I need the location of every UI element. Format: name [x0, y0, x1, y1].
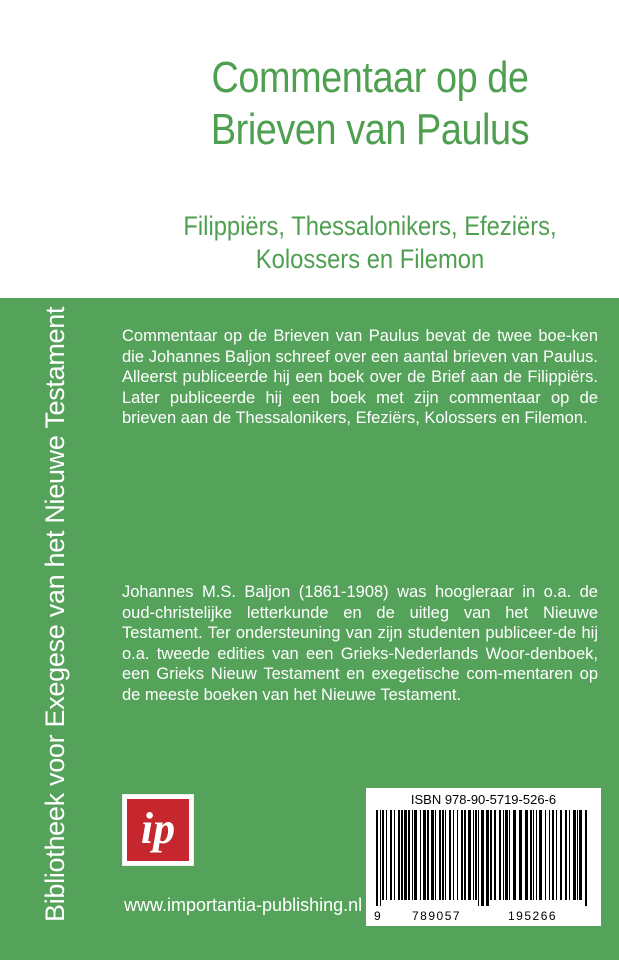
barcode-bar — [408, 810, 410, 900]
barcode-bar — [585, 810, 587, 906]
barcode-bar — [390, 810, 392, 900]
barcode-bar — [398, 810, 400, 900]
series-spine — [17, 306, 77, 922]
logo-red-square — [127, 799, 189, 861]
barcode-bar — [412, 810, 413, 900]
barcode-bar — [420, 810, 421, 900]
barcode-bar — [427, 810, 429, 900]
logo-text: ip — [140, 804, 176, 853]
barcode-bar — [549, 810, 550, 900]
subtitle-line-2: Kolossers en Filemon — [255, 244, 485, 274]
barcode-digits — [366, 908, 601, 924]
cover-top-section — [0, 0, 619, 298]
barcode-bar — [579, 810, 582, 900]
barcode-bar — [539, 810, 542, 900]
barcode-bar — [556, 810, 557, 900]
title-line-2: Brieven van Paulus — [210, 105, 530, 154]
barcode-bar — [565, 810, 567, 900]
barcode-bar — [468, 810, 471, 900]
isbn-barcode — [366, 788, 601, 926]
barcode-bar — [453, 810, 454, 900]
author-paragraph: Johannes M.S. Baljon (1861-1908) was hoogleraar in o.a. de oud-christelijke letterkunde en de uitleg van het Nieuwe Testament. Ter ondersteuning van zijn studenten publiceer-de hij o.a. tweede edities van een Grieks-Nederlands Woor-denboek, een Grieks Nieuw Testament en exegetische com-mentaren op de meeste boeken van het Nieuwe Testament. — [122, 583, 598, 704]
barcode-bar — [464, 810, 466, 900]
barcode-bar — [442, 810, 444, 900]
barcode-bar — [490, 810, 492, 900]
barcode-bar — [536, 810, 537, 900]
barcode-bar — [386, 810, 387, 900]
barcode-bar — [439, 810, 441, 900]
barcode-bar — [478, 810, 479, 906]
barcode-bar — [525, 810, 528, 900]
barcode-bar — [513, 810, 516, 900]
barcode-bar — [560, 810, 562, 900]
barcode-bar — [404, 810, 407, 900]
barcode-bar — [445, 810, 446, 900]
barcode-bar — [423, 810, 426, 900]
description-paragraph: Commentaar op de Brieven van Paulus bevat de twee boe-ken die Johannes Baljon schreef over een aantal brieven van Paulus. Alleerst publiceerde hij een boek over de Brief aan de Filippiërs. Later publiceerde hij een boek met zijn commentaar op de brieven aan de Thessalonikers, Efeziërs, Kolossers en Filemon. — [122, 327, 598, 427]
barcode-digit-first: 9 — [374, 909, 381, 923]
barcode-bar — [503, 810, 504, 900]
barcode-bar — [577, 810, 578, 900]
barcode-bar — [552, 810, 554, 900]
barcode-bar — [530, 810, 532, 900]
barcode-bar — [414, 810, 417, 900]
barcode-bar — [435, 810, 436, 900]
barcode-bar — [499, 810, 501, 900]
book-title — [172, 52, 568, 156]
barcode-digits-right: 195266 — [508, 909, 558, 923]
barcode-bars — [376, 810, 594, 906]
barcode-bar — [481, 810, 484, 906]
barcode-bar — [431, 810, 434, 900]
title-line-1: Commentaar op de — [211, 53, 529, 102]
subtitle-line-1: Filippiërs, Thessalonikers, Efeziërs, — [183, 211, 557, 241]
barcode-bar — [461, 810, 463, 900]
series-title: Bibliotheek voor Exegese van het Nieuwe Testament — [40, 306, 70, 922]
barcode-bar — [380, 810, 381, 906]
barcode-bar — [509, 810, 510, 900]
barcode-bar — [533, 810, 534, 900]
barcode-graphic — [376, 810, 594, 906]
barcode-bar — [475, 810, 477, 900]
isbn-label: ISBN 978-90-5719-526-6 — [410, 792, 557, 807]
barcode-bar — [569, 810, 570, 900]
barcode-bar — [545, 810, 546, 900]
publisher-website[interactable]: www.importantia-publishing.nl — [124, 895, 363, 915]
barcode-bar — [573, 810, 576, 900]
barcode-bar — [494, 810, 496, 900]
barcode-digits-left: 789057 — [412, 909, 462, 923]
barcode-bar — [486, 810, 489, 906]
barcode-bar — [401, 810, 403, 900]
barcode-bar — [519, 810, 522, 900]
publisher-logo — [122, 794, 194, 866]
barcode-bar — [505, 810, 508, 900]
barcode-bar — [457, 810, 458, 900]
barcode-bar — [473, 810, 474, 900]
barcode-bar — [449, 810, 451, 900]
barcode-bar — [376, 810, 378, 906]
barcode-bar — [382, 810, 384, 900]
barcode-bar — [394, 810, 395, 900]
book-subtitle — [150, 210, 590, 276]
